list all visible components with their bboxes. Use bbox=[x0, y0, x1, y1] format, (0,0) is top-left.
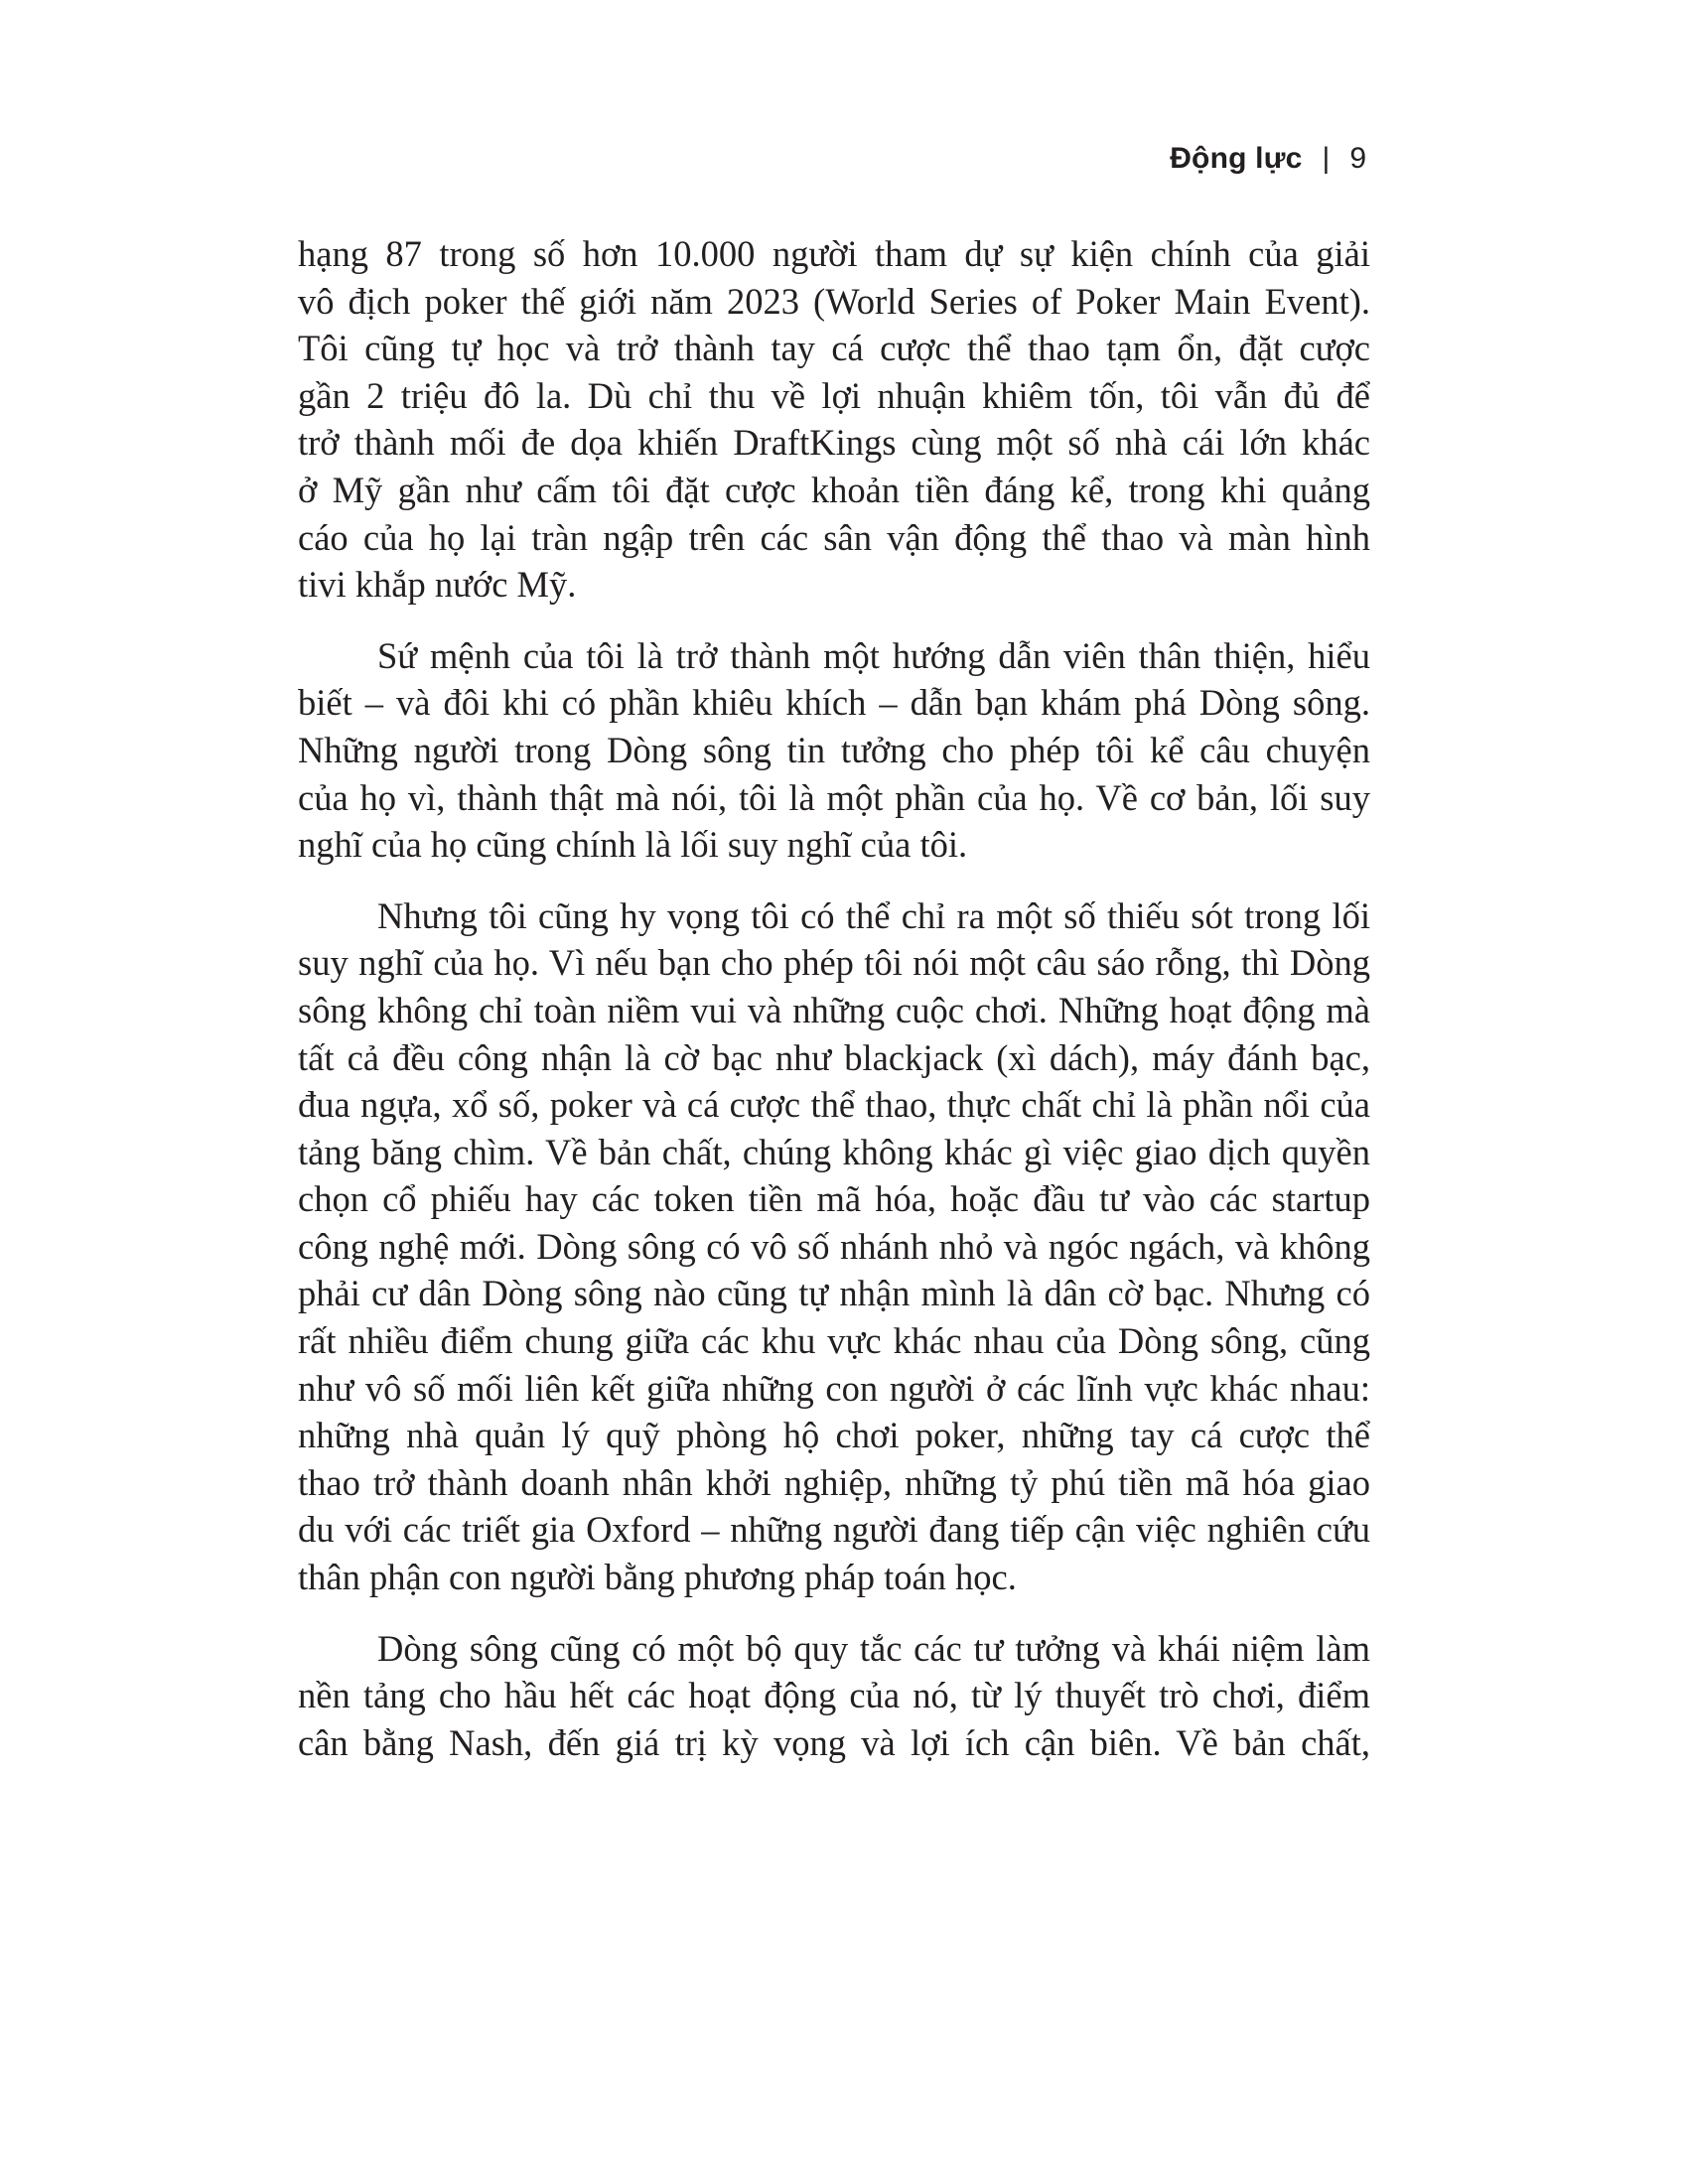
text-line: cân bằng Nash, đến giá trị kỳ vọng và lợi ích cận biên. Về bản chất, bbox=[298, 1721, 1370, 1763]
chapter-title: Động lực bbox=[1170, 142, 1303, 175]
text-line: thao trở thành doanh nhân khởi nghiệp, những tỷ phú tiền mã hóa giao bbox=[298, 1461, 1370, 1503]
text-line: đua ngựa, xổ số, poker và cá cược thể thao, thực chất chỉ là phần nổi của bbox=[298, 1084, 1370, 1126]
text-line: tivi khắp nước Mỹ. bbox=[298, 564, 577, 606]
paragraph bbox=[298, 1625, 1370, 1767]
text-line: nghĩ của họ cũng chính là lối suy nghĩ của tôi. bbox=[298, 824, 968, 866]
text-line: tất cả đều công nhận là cờ bạc như blackjack (xì dách), máy đánh bạc, bbox=[298, 1036, 1370, 1078]
paragraph bbox=[298, 230, 1370, 609]
text-line: thân phận con người bằng phương pháp toán học. bbox=[298, 1557, 1017, 1598]
text-line: sông không chỉ toàn niềm vui và những cuộc chơi. Những hoạt động mà bbox=[298, 989, 1370, 1030]
text-line: trở thành mối đe dọa khiến DraftKings cùng một số nhà cái lớn khác bbox=[298, 422, 1370, 464]
text-line: rất nhiều điểm chung giữa các khu vực khác nhau của Dòng sông, cũng bbox=[298, 1320, 1370, 1362]
text-line: du với các triết gia Oxford – những người đang tiếp cận việc nghiên cứu bbox=[298, 1509, 1370, 1551]
text-line: hạng 87 trong số hơn 10.000 người tham dự sự kiện chính của giải bbox=[298, 233, 1370, 274]
text-line: nền tảng cho hầu hết các hoạt động của nó, từ lý thuyết trò chơi, điểm bbox=[298, 1675, 1370, 1716]
text-line: cáo của họ lại tràn ngập trên các sân vận động thể thao và màn hình bbox=[298, 516, 1370, 558]
text-line: tảng băng chìm. Về bản chất, chúng không khác gì việc giao dịch quyền bbox=[298, 1131, 1370, 1172]
paragraph bbox=[298, 892, 1370, 1601]
text-line: vô địch poker thế giới năm 2023 (World Series of Poker Main Event). bbox=[298, 280, 1370, 322]
text-line: gần 2 triệu đô la. Dù chỉ thu về lợi nhuận khiêm tốn, tôi vẫn đủ để bbox=[298, 374, 1370, 416]
text-line: biết – và đôi khi có phần khiêu khích – dẫn bạn khám phá Dòng sông. bbox=[298, 682, 1370, 724]
text-line: của họ vì, thành thật mà nói, tôi là một phần của họ. Về cơ bản, lối suy bbox=[298, 776, 1370, 818]
body-text bbox=[298, 230, 1370, 1790]
text-line: Tôi cũng tự học và trở thành tay cá cược thể thao tạm ổn, đặt cược bbox=[298, 328, 1370, 369]
page-number: 9 bbox=[1349, 142, 1366, 175]
text-line: công nghệ mới. Dòng sông có vô số nhánh nhỏ và ngóc ngách, và không bbox=[298, 1225, 1370, 1267]
text-line: những nhà quản lý quỹ phòng hộ chơi poker, những tay cá cược thể bbox=[298, 1415, 1370, 1456]
text-line: Sứ mệnh của tôi là trở thành một hướng dẫn viên thân thiện, hiểu bbox=[377, 634, 1370, 676]
text-line: Nhưng tôi cũng hy vọng tôi có thể chỉ ra một số thiếu sót trong lối bbox=[377, 894, 1370, 936]
text-line: ở Mỹ gần như cấm tôi đặt cược khoản tiền đáng kể, trong khi quảng bbox=[298, 469, 1370, 510]
text-line: phải cư dân Dòng sông nào cũng tự nhận mình là dân cờ bạc. Nhưng có bbox=[298, 1273, 1370, 1314]
text-line: Dòng sông cũng có một bộ quy tắc các tư tưởng và khái niệm làm bbox=[377, 1627, 1370, 1669]
text-line: chọn cổ phiếu hay các token tiền mã hóa, hoặc đầu tư vào các startup bbox=[298, 1178, 1370, 1220]
text-line: Những người trong Dòng sông tin tưởng cho phép tôi kể câu chuyện bbox=[298, 729, 1370, 770]
header-separator: | bbox=[1322, 142, 1331, 175]
paragraph bbox=[298, 632, 1370, 869]
running-header bbox=[1170, 142, 1366, 176]
text-line: suy nghĩ của họ. Vì nếu bạn cho phép tôi nói một câu sáo rỗng, thì Dòng bbox=[298, 942, 1370, 984]
text-line: như vô số mối liên kết giữa những con người ở các lĩnh vực khác nhau: bbox=[298, 1367, 1370, 1409]
